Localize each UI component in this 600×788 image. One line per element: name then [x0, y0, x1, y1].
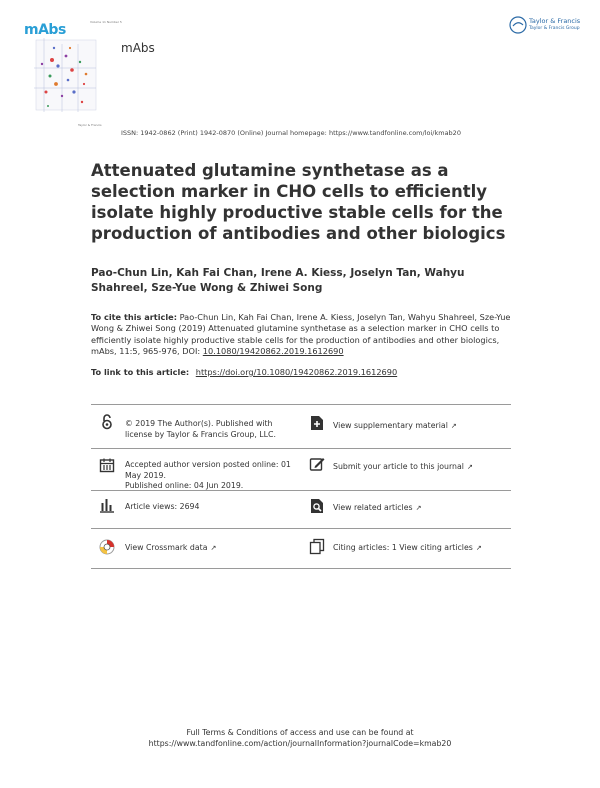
divider: [91, 568, 511, 569]
article-doi-link[interactable]: https://doi.org/10.1080/19420862.2019.1612690: [195, 367, 398, 377]
issn-line: [121, 129, 461, 137]
open-access-icon: [99, 414, 115, 430]
journal-homepage-link[interactable]: https://www.tandfonline.com/loi/kmab20: [328, 129, 461, 137]
article-authors: Pao-Chun Lin, Kah Fai Chan, Irene A. Kiess, Joselyn Tan, Wahyu Shahreel, Sze-Yue Wong & Zhiwei Song: [91, 267, 465, 294]
open-access-text: © 2019 The Author(s). Published with license by Taylor & Francis Group, LLC.: [125, 419, 276, 439]
view-supplementary-label: View supplementary material: [333, 421, 448, 430]
citing-articles-icon: [309, 538, 325, 554]
link-label: To link to this article:: [91, 367, 190, 377]
issn-text: ISSN: 1942-0862 (Print) 1942-0870 (Online) Journal homepage:: [121, 129, 327, 137]
view-related-link[interactable]: [333, 503, 421, 514]
footer-terms-link[interactable]: https://www.tandfonline.com/action/journalInformation?journalCode=kmab20: [148, 739, 452, 748]
divider: [91, 528, 511, 529]
cover-logo: mAbs: [24, 22, 66, 38]
submit-article-link[interactable]: [333, 462, 473, 473]
citing-articles-link[interactable]: [333, 543, 482, 554]
view-related-label: View related articles: [333, 503, 413, 512]
cover-art: [22, 18, 122, 128]
journal-name[interactable]: mAbs: [121, 41, 155, 55]
calendar-icon: [99, 457, 115, 473]
link-line: [91, 367, 397, 377]
submit-edit-icon: [309, 456, 325, 472]
footer-terms: Full Terms & Conditions of access and use can be found at: [186, 728, 414, 737]
publisher-name: Taylor & Francis: [529, 17, 581, 25]
external-link-icon: ↗: [415, 504, 422, 512]
cite-text: Pao-Chun Lin, Kah Fai Chan, Irene A. Kiess, Joselyn Tan, Wahyu Shahreel, Sze-Yue Wong & Zhiwei Song (2019) Attenuated glutamine synthetase as a selection marker in CHO cells to efficiently isolate highly productive stable cells for the production of antibodies and other biologics, mAbs, 11:5, 965-976, DOI:: [91, 312, 511, 356]
external-link-icon: ↗: [450, 422, 457, 430]
taylor-francis-logo-icon: [509, 16, 527, 34]
crossmark-label: View Crossmark data: [125, 543, 208, 552]
citing-articles-label: Citing articles: 1 View citing articles: [333, 543, 473, 552]
journal-cover[interactable]: [22, 18, 122, 128]
dates-block: [125, 460, 303, 492]
article-views: Article views: 2694: [125, 502, 200, 511]
cite-label: To cite this article:: [91, 312, 177, 322]
published-date: Published online: 04 Jun 2019.: [125, 481, 244, 490]
citation-block: [91, 312, 511, 357]
external-link-icon: ↗: [475, 544, 482, 552]
external-link-icon: ↗: [210, 544, 217, 552]
divider: [91, 448, 511, 449]
bar-chart-icon: [99, 497, 115, 513]
cover-small-top: Volume 11 Number 5: [90, 20, 122, 24]
accepted-date: Accepted author version posted online: 01 May 2019.: [125, 460, 291, 480]
publisher-group: Taylor & Francis Group: [529, 26, 580, 31]
submit-article-label: Submit your article to this journal: [333, 462, 464, 471]
external-link-icon: ↗: [466, 463, 473, 471]
cite-doi-link[interactable]: 10.1080/19420862.2019.1612690: [202, 345, 344, 356]
divider: [91, 404, 511, 405]
view-supplementary-link[interactable]: [333, 421, 457, 432]
crossmark-link[interactable]: [125, 543, 216, 554]
cover-small-bottom: Taylor & Francis: [78, 123, 102, 127]
related-articles-search-icon: [309, 498, 325, 514]
crossmark-icon: [99, 539, 115, 555]
article-title: Attenuated glutamine synthetase as a selection marker in CHO cells to efficiently isolate highly productive stable cells for the production of antibodies and other biologics: [91, 161, 506, 243]
supplementary-file-icon: [309, 415, 325, 431]
